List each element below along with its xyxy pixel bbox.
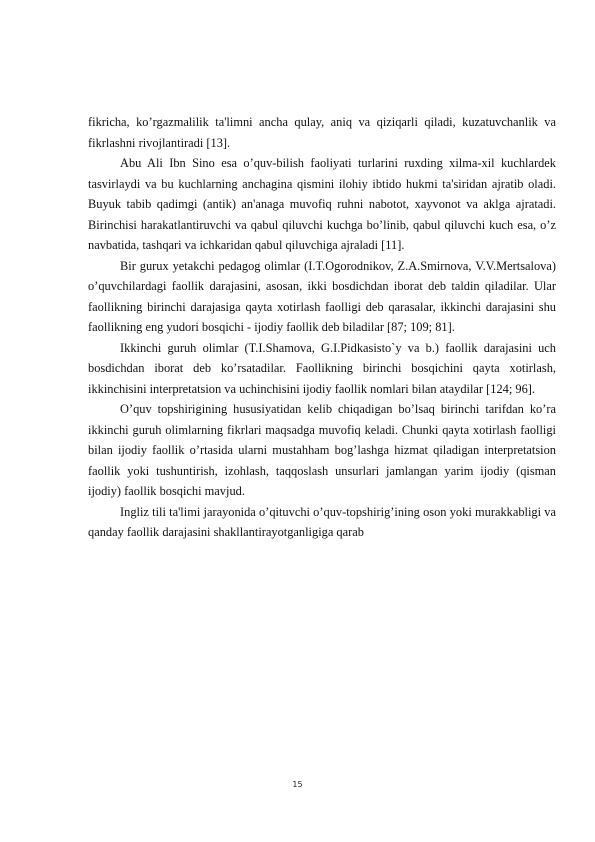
paragraph-5: O’quv topshirigining hususiyatidan kelib chiqadigan bo’lsaq birinchi tarifdan ko’ra ikkinchi guruh olimlarning fikrlari maqsadga muvofiq keladi. Chunki qayta xotirlash faolligi bilan ijodiy faollik o’rtasida ularni mustahham bog’lashga hizmat qiladigan interpretatsion faollik yoki tushuntirish, izohlash, taqqoslash unsurlari jamlangan yarim ijodiy (qisman ijodiy) faollik bosqichi mavjud. [88, 402, 556, 498]
body-text [88, 112, 556, 543]
paragraph-6: Ingliz tili ta'limi jarayonida o’qituvchi o’quv-topshirig’ining oson yoki murakkabligi va qanday faollik darajasini shakllantirayotganligiga qarab [88, 504, 556, 539]
paragraph-3: Bir gurux yetakchi pedagog olimlar (I.T.Ogorodnikov, Z.A.Smirnova, V.V.Mertsalova) o’quvchilardagi faollik darajasini, asosan, ikki bosdichdan iborat deb taldin qiladilar. Ular faollikning birinchi darajasiga qayta xotirlash faolligi deb qarasalar, ikkinchi darajasini shu faollikning eng yudori bosqichi - ijodiy faollik deb biladilar [87; 109; 81]. [88, 258, 556, 334]
page-number: 15 [292, 780, 303, 789]
paragraph-4: Ikkinchi guruh olimlar (T.I.Shamova, G.I.Pidkasisto`y va b.) faollik darajasini uch bosdichdan iborat deb ko’rsatadilar. Faollikning birinchi bosqichini qayta xotirlash, ikkinchisini interpretatsion va uchinchisini ijodiy faollik nomlari bilan ataydilar [124; 96]. [88, 340, 556, 396]
paragraph-1: fikricha, ko’rgazmalilik ta'limni ancha qulay, aniq va qiziqarli qiladi, kuzatuvchanlik va fikrlashni rivojlantiradi [13]. [88, 115, 556, 150]
paragraph-2: Abu Ali Ibn Sino esa o’quv-bilish faoliyati turlarini ruxding xilma-xil kuchlardek tasvirlaydi va bu kuchlarning anchagina qismini ilohiy ibtido hukmi ta'siridan ajratib oladi. Buyuk tabib qadimgi (antik) an'anaga muvofiq ruhni nabotot, xayvonot va aklga ajratadi. Birinchisi harakatlantiruvchi va qabul qiluvchi kuchga bo’linib, qabul qiluvchi kuch esa, o’z navbatida, tashqari va ichkaridan qabul qiluvchiga ajraladi [11]. [88, 156, 556, 252]
